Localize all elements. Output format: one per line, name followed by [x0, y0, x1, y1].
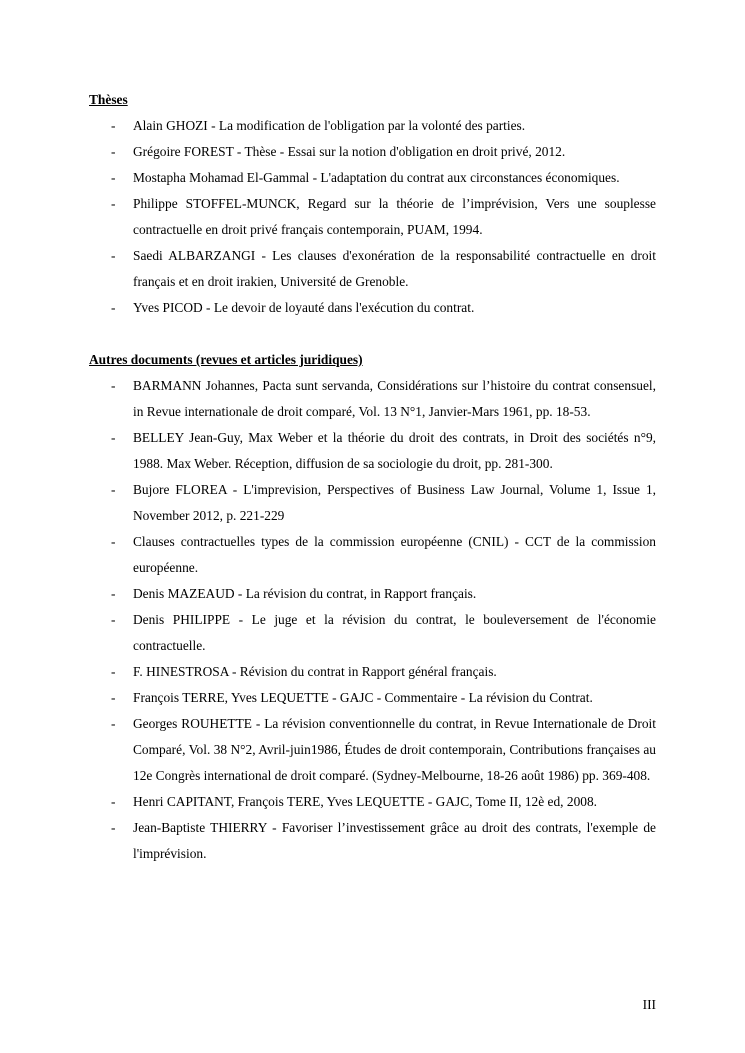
list-item: [89, 711, 656, 789]
list-item-text: Yves PICOD - Le devoir de loyauté dans l'exécution du contrat.: [133, 300, 475, 315]
list-item: [89, 659, 656, 685]
bullet-dash: -: [111, 118, 116, 133]
list-item: [89, 815, 656, 867]
list-item-text: Denis PHILIPPE - Le juge et la révision du contrat, le bouleversement de l'économie contractuelle.: [133, 612, 656, 653]
list-item-text: BELLEY Jean-Guy, Max Weber et la théorie du droit des contrats, in Droit des sociétés n°9, 1988. Max Weber. Réception, diffusion de sa sociologie du droit, pp. 281-300.: [133, 430, 656, 471]
bullet-dash: -: [111, 612, 116, 627]
bullet-dash: -: [111, 196, 116, 211]
list-item: [89, 607, 656, 659]
list-item: [89, 139, 656, 165]
list-item: [89, 295, 656, 321]
list-item: [89, 685, 656, 711]
list-item-text: BARMANN Johannes, Pacta sunt servanda, Considérations sur l’histoire du contrat consensuel, in Revue internationale de droit comparé, Vol. 13 N°1, Janvier-Mars 1961, pp. 18-53.: [133, 378, 656, 419]
list-item: [89, 113, 656, 139]
list-item: [89, 243, 656, 295]
bullet-dash: -: [111, 820, 116, 835]
list-item: [89, 373, 656, 425]
list-item: [89, 789, 656, 815]
list-item-text: Bujore FLOREA - L'imprevision, Perspectives of Business Law Journal, Volume 1, Issue 1, November 2012, p. 221-229: [133, 482, 656, 523]
bibliography: [89, 87, 656, 867]
list-item-text: Mostapha Mohamad El-Gammal - L'adaptation du contrat aux circonstances économiques.: [133, 170, 620, 185]
bullet-dash: -: [111, 664, 116, 679]
list-item-text: Georges ROUHETTE - La révision conventionnelle du contrat, in Revue Internationale de Droit Comparé, Vol. 38 N°2, Avril-juin1986, Études de droit contemporain, Contributions françaises au 12e Congrès international de droit comparé. (Sydney-Melbourne, 18-26 août 1986) pp. 369-408.: [133, 716, 656, 783]
list-item-text: Alain GHOZI - La modification de l'obligation par la volonté des parties.: [133, 118, 526, 133]
list-item: [89, 425, 656, 477]
theses-list: [89, 113, 656, 321]
bullet-dash: -: [111, 300, 116, 315]
list-item-text: Denis MAZEAUD - La révision du contrat, in Rapport français.: [133, 586, 477, 601]
list-item: [89, 165, 656, 191]
list-item: [89, 581, 656, 607]
list-item-text: Grégoire FOREST - Thèse - Essai sur la notion d'obligation en droit privé, 2012.: [133, 144, 566, 159]
bullet-dash: -: [111, 716, 116, 731]
list-item-text: Philippe STOFFEL-MUNCK, Regard sur la théorie de l’imprévision, Vers une souplesse contractuelle en droit privé français contemporain, PUAM, 1994.: [133, 196, 656, 237]
list-item: [89, 477, 656, 529]
list-item-text: Henri CAPITANT, François TERE, Yves LEQUETTE - GAJC, Tome II, 12è ed, 2008.: [133, 794, 597, 809]
section-heading-autres-documents: Autres documents (revues et articles juridiques): [89, 352, 363, 367]
list-item-text: Saedi ALBARZANGI - Les clauses d'exonération de la responsabilité contractuelle en droit français et en droit irakien, Université de Grenoble.: [133, 248, 656, 289]
bullet-dash: -: [111, 170, 116, 185]
bullet-dash: -: [111, 144, 116, 159]
bullet-dash: -: [111, 430, 116, 445]
list-item-text: François TERRE, Yves LEQUETTE - GAJC - Commentaire - La révision du Contrat.: [133, 690, 593, 705]
page-number: III: [642, 997, 656, 1012]
autres-documents-list: [89, 373, 656, 867]
list-item-text: Clauses contractuelles types de la commission européenne (CNIL) - CCT de la commission européenne.: [133, 534, 656, 575]
list-item: [89, 191, 656, 243]
list-item: [89, 529, 656, 581]
bullet-dash: -: [111, 586, 116, 601]
bullet-dash: -: [111, 248, 116, 263]
bullet-dash: -: [111, 794, 116, 809]
bullet-dash: -: [111, 690, 116, 705]
list-item-text: F. HINESTROSA - Révision du contrat in Rapport général français.: [133, 664, 497, 679]
section-heading-theses: Thèses: [89, 92, 128, 107]
list-item-text: Jean-Baptiste THIERRY - Favoriser l’investissement grâce au droit des contrats, l'exemple de l'imprévision.: [133, 820, 656, 861]
bullet-dash: -: [111, 482, 116, 497]
bullet-dash: -: [111, 534, 116, 549]
bullet-dash: -: [111, 378, 116, 393]
